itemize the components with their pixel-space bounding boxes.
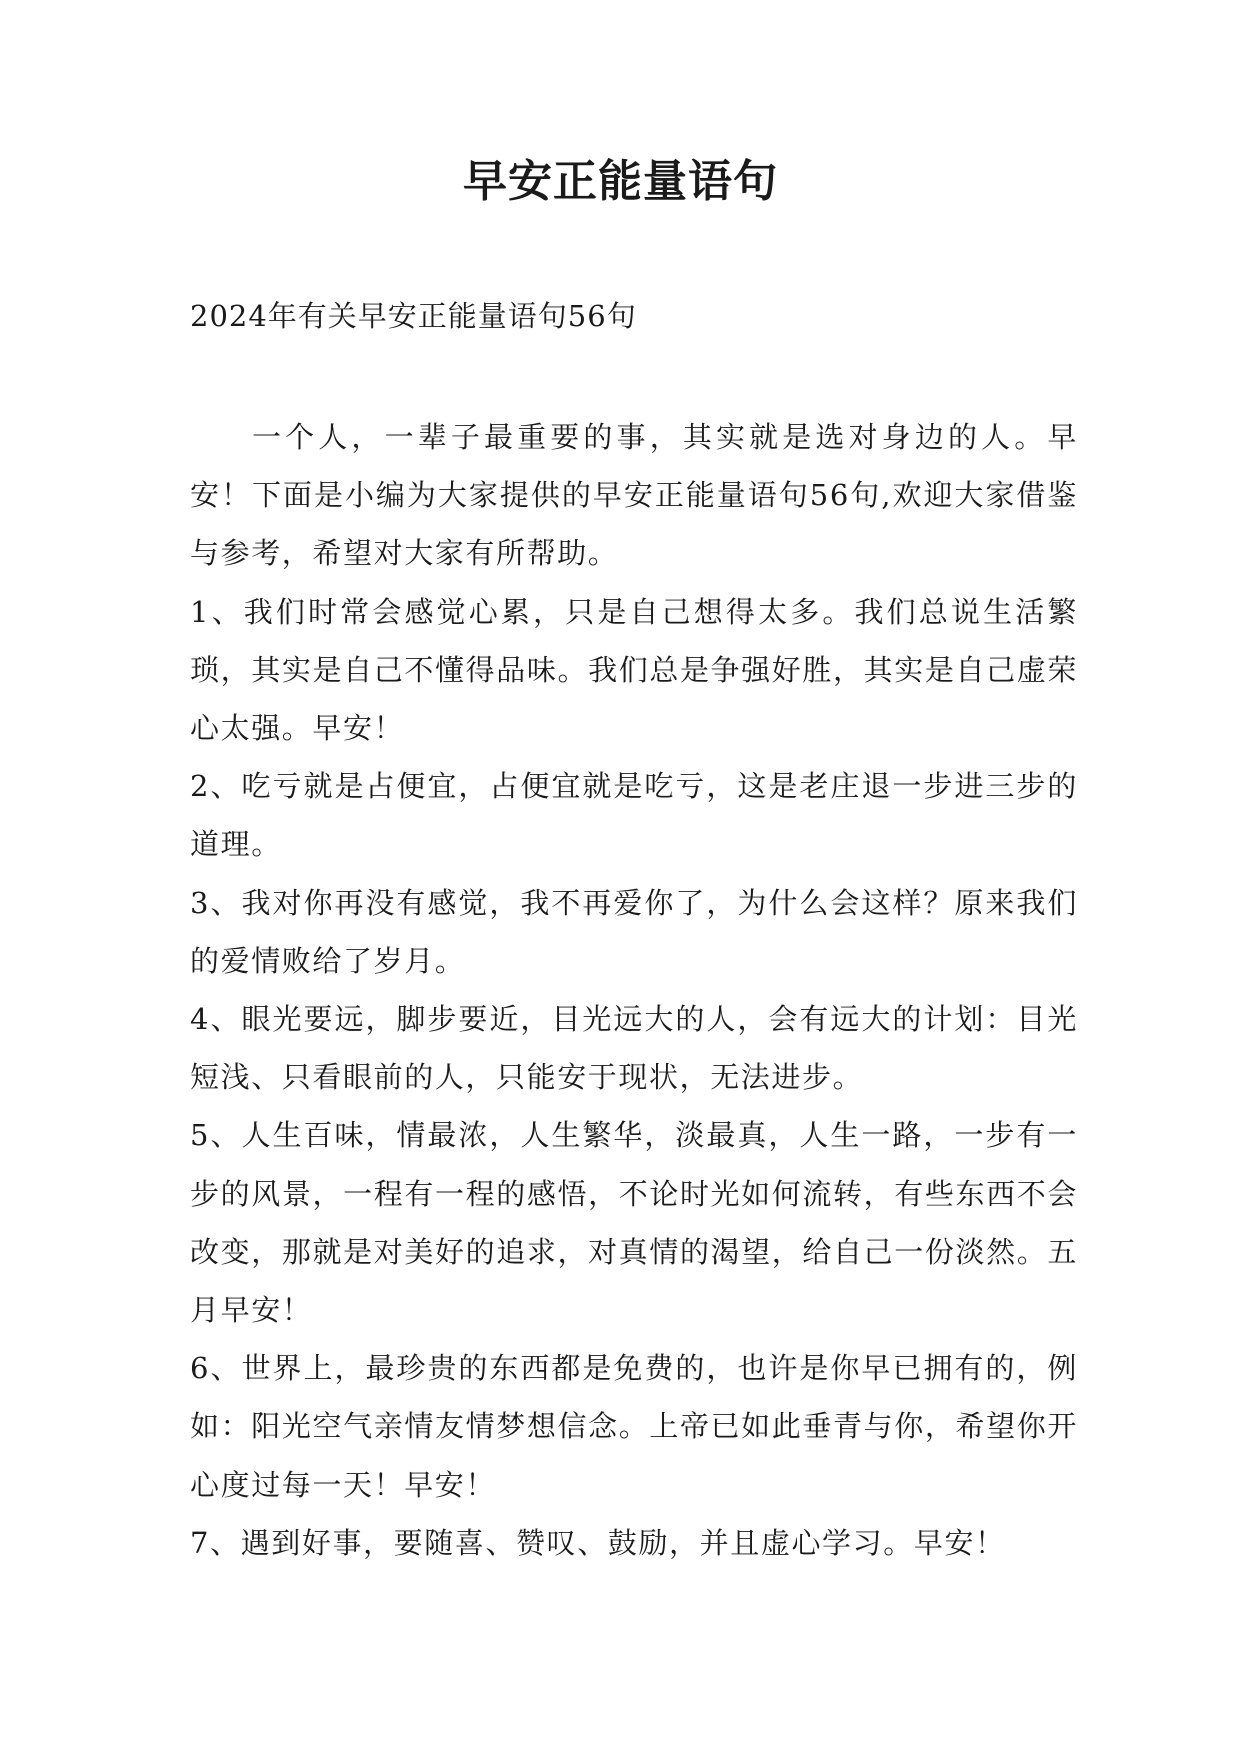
list-item: 1、我们时常会感觉心累，只是自己想得太多。我们总说生活繁琐，其实是自己不懂得品味。我们总是争强好胜，其实是自己虚荣心太强。早安！ [190,594,1078,746]
list-item: 7、遇到好事，要随喜、赞叹、鼓励，并且虚心学习。早安！ [190,1525,1006,1560]
list-item: 5、人生百味，情最浓，人生繁华，淡最真，人生一路，一步有一步的风景，一程有一程的感悟，不论时光如何流转，有些东西不会改变，那就是对美好的追求，对真情的渴望，给自己一份淡然。五月早安！ [190,1118,1078,1328]
list-item: 3、我对你再没有感觉，我不再爱你了，为什么会这样？原来我们的爱情败给了岁月。 [190,885,1078,978]
list-item: 6、世界上，最珍贵的东西都是免费的，也许是你早已拥有的，例如：阳光空气亲情友情梦想信念。上帝已如此垂青与你，希望你开心度过每一天！早安！ [190,1351,1078,1502]
list-item: 2、吃亏就是占便宜，占便宜就是吃亏，这是老庄退一步进三步的道理。 [190,769,1078,862]
list-item: 4、眼光要远，脚步要近，目光远大的人，会有远大的计划：目光短浅、只看眼前的人，只能安于现状，无法进步。 [190,1002,1078,1095]
document-subtitle: 2024年有关早安正能量语句56句 [190,299,637,333]
document-title: 早安正能量语句 [463,156,778,207]
intro-paragraph: 一个人，一辈子最重要的事，其实就是选对身边的人。早安！下面是小编为大家提供的早安正能量语句56句,欢迎大家借鉴与参考，希望对大家有所帮助。 [190,420,1078,571]
document-body [190,408,1078,1572]
